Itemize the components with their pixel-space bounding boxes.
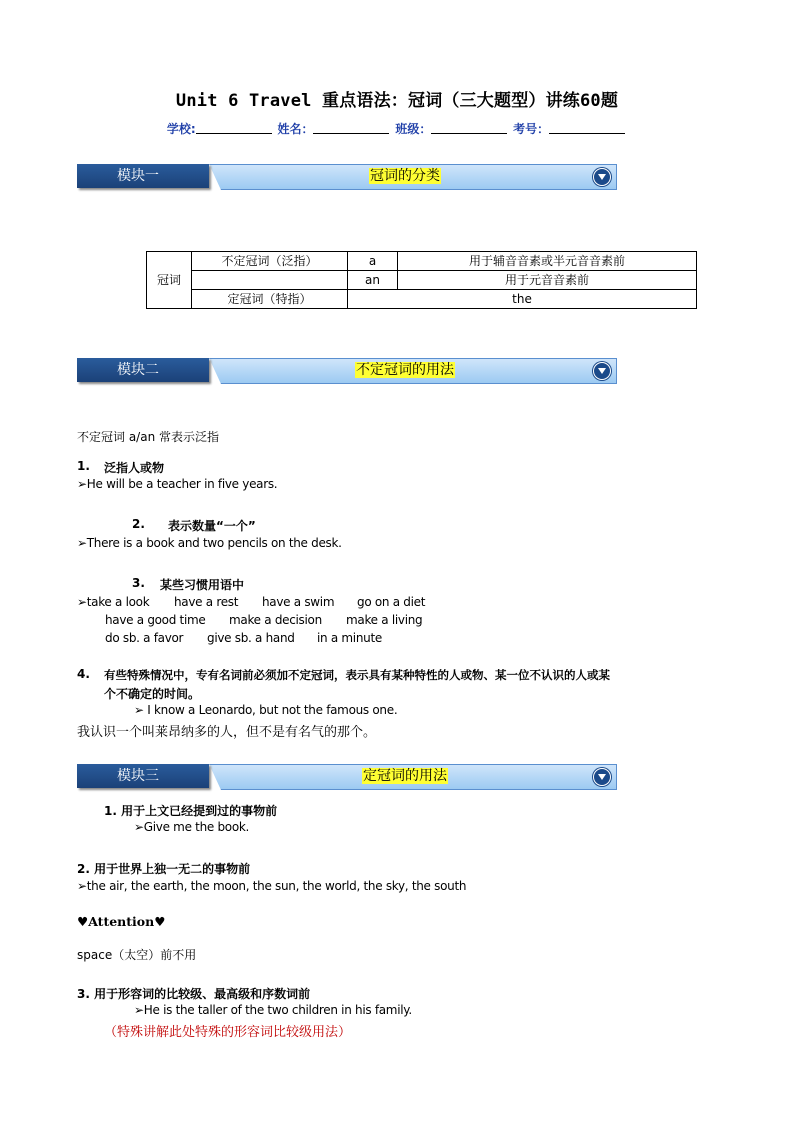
point-title: 1. 用于上文已经提到过的事物前 [104, 804, 278, 818]
chevron-down-icon [593, 362, 611, 380]
attention-note: space（太空）前不用 [77, 948, 197, 962]
idiom-item: have a swim [262, 595, 335, 609]
module-banner-2 [77, 357, 617, 383]
indefinite-cell-continued [192, 271, 348, 290]
page-title: Unit 6 Travel 重点语法：冠词（三大题型）讲练60题 [175, 91, 619, 111]
point-text: 有些特殊情况中，专有名词前必须加不定冠词，表示具有某种特性的人或物、某一位不认识的人或某 [104, 668, 610, 682]
point-number: 3. [132, 576, 145, 590]
example-sentence: ➢Give me the book. [134, 820, 250, 834]
point-text: 个不确定的时间。 [104, 687, 201, 701]
indefinite-cell: 不定冠词（泛指） [192, 252, 348, 271]
chevron-down-icon [593, 768, 611, 786]
point-title: 某些习惯用语中 [160, 578, 245, 592]
module-tag: 模块二 [77, 358, 209, 382]
idiom-item: have a good time [105, 613, 206, 627]
section2-intro: 不定冠词 a/an 常表示泛指 [77, 430, 219, 444]
table-row-header: 冠词 [147, 252, 192, 309]
module-title: 定冠词的用法 [363, 768, 447, 784]
idiom-item: give sb. a hand [207, 631, 295, 645]
example-sentence: ➢He is the taller of the two children in his family. [134, 1003, 412, 1017]
school-blank [196, 122, 272, 134]
point-number: 2. [132, 517, 145, 531]
example-sentence: ➢the air, the earth, the moon, the sun, the world, the sky, the south [77, 879, 467, 893]
idiom-item: make a living [346, 613, 423, 627]
the-cell: the [348, 290, 697, 309]
attention-heading: ♥Attention♥ [77, 914, 166, 929]
definite-cell: 定冠词（特指） [192, 290, 348, 309]
module-tag: 模块一 [77, 164, 209, 188]
module-tag: 模块三 [77, 764, 209, 788]
idiom-item: go on a diet [357, 595, 426, 609]
idiom-item: have a rest [174, 595, 239, 609]
class-blank [431, 122, 507, 134]
idiom-item: in a minute [317, 631, 382, 645]
chevron-down-icon [593, 168, 611, 186]
idiom-item: make a decision [229, 613, 322, 627]
id-label: 考号： [513, 122, 550, 136]
article-classification-table [146, 251, 697, 309]
an-cell: an [348, 271, 398, 290]
name-label: 姓名： [277, 122, 314, 136]
a-cell: a [348, 252, 398, 271]
module-title: 冠词的分类 [370, 168, 440, 184]
name-blank [313, 122, 389, 134]
module-banner-3 [77, 763, 617, 789]
point-title: 表示数量“一个” [168, 519, 256, 533]
point-number: 4. [77, 667, 90, 681]
student-info-line [0, 120, 794, 137]
id-blank [549, 122, 625, 134]
school-label: 学校: [166, 122, 196, 136]
idiom-item: ➢take a look [77, 595, 150, 609]
module-banner-1 [77, 163, 617, 189]
point-title: 3. 用于形容词的比较级、最高级和序数词前 [77, 987, 311, 1001]
module-title: 不定冠词的用法 [356, 362, 454, 378]
example-sentence: ➢ I know a Leonardo, but not the famous one. [134, 703, 398, 717]
special-note: （特殊讲解此处特殊的形容词比较级用法） [104, 1025, 352, 1040]
class-label: 班级： [395, 122, 432, 136]
point-title: 2. 用于世界上独一无二的事物前 [77, 862, 251, 876]
an-usage-cell: 用于元音音素前 [398, 271, 697, 290]
idiom-item: do sb. a favor [105, 631, 184, 645]
point-title: 泛指人或物 [104, 461, 165, 475]
example-sentence: ➢There is a book and two pencils on the desk. [77, 536, 342, 550]
example-translation: 我认识一个叫莱昂纳多的人，但不是有名气的那个。 [77, 725, 377, 740]
a-usage-cell: 用于辅音音素或半元音音素前 [398, 252, 697, 271]
point-number: 1. [77, 459, 90, 473]
example-sentence: ➢He will be a teacher in five years. [77, 477, 278, 491]
